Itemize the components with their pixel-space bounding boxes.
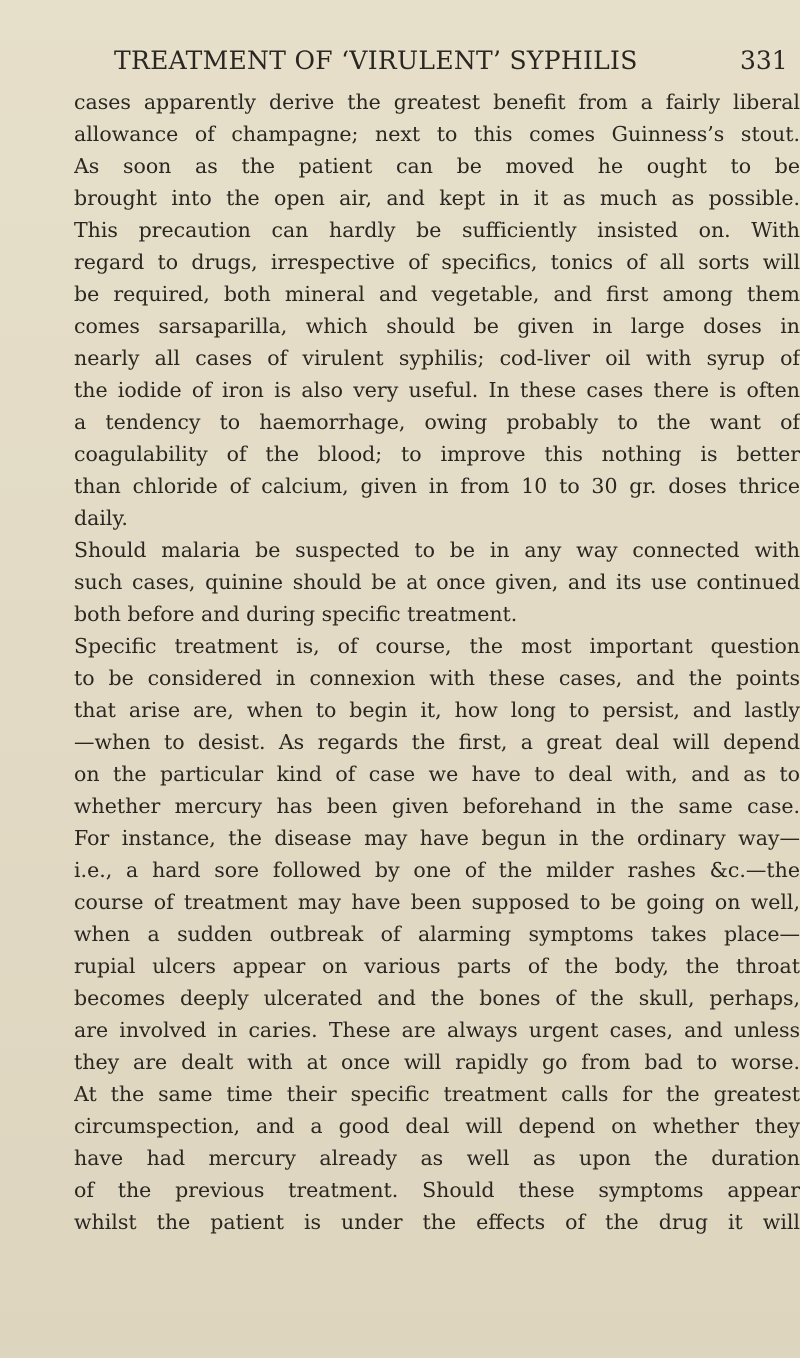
text-line: course of treatment may have been supposed to be going on well, xyxy=(74,890,800,914)
text-line: both before and during specific treatment. xyxy=(74,602,518,626)
text-line: coagulability of the blood; to improve this nothing is better xyxy=(74,442,800,466)
running-head-title: TREATMENT OF ‘VIRULENT’ SYPHILIS xyxy=(114,46,638,75)
text-line: have had mercury already as well as upon the duration xyxy=(74,1146,800,1170)
text-line: circumspection, and a good deal will depend on whether they xyxy=(74,1114,800,1138)
text-line: are involved in caries. These are always urgent cases, and unless xyxy=(74,1018,800,1042)
text-line: daily. xyxy=(74,506,128,530)
text-line: Specific treatment is, of course, the most important question xyxy=(74,634,800,658)
text-line: regard to drugs, irrespective of specifics, tonics of all sorts will xyxy=(74,250,800,274)
text-line: nearly all cases of virulent syphilis; cod-liver oil with syrup of xyxy=(74,346,800,370)
text-line: becomes deeply ulcerated and the bones of the skull, perhaps, xyxy=(74,986,800,1010)
text-line: whilst the patient is under the effects of the drug it will xyxy=(74,1210,800,1234)
text-line: This precaution can hardly be sufficiently insisted on. With xyxy=(74,218,800,242)
text-line: to be considered in connexion with these cases, and the points xyxy=(74,666,800,690)
text-line: such cases, quinine should be at once given, and its use continued xyxy=(74,570,800,594)
text-line: brought into the open air, and kept in it as much as possible. xyxy=(74,186,800,210)
text-line: be required, both mineral and vegetable, and first among them xyxy=(74,282,800,306)
text-line: on the particular kind of case we have to deal with, and as to xyxy=(74,762,800,786)
running-head xyxy=(74,46,800,80)
text-line: that arise are, when to begin it, how long to persist, and lastly xyxy=(74,698,800,722)
body-text xyxy=(74,86,800,1238)
text-line: allowance of champagne; next to this comes Guinness’s stout. xyxy=(74,122,800,146)
text-line: when a sudden outbreak of alarming symptoms takes place— xyxy=(74,922,800,946)
text-line: than chloride of calcium, given in from 10 to 30 gr. doses thrice xyxy=(74,474,800,498)
text-line: whether mercury has been given beforehand in the same case. xyxy=(74,794,800,818)
text-line: At the same time their specific treatment calls for the greatest xyxy=(74,1082,800,1106)
page-number: 331 xyxy=(740,46,788,75)
text-line: cases apparently derive the greatest benefit from a fairly liberal xyxy=(74,90,800,114)
text-line: comes sarsaparilla, which should be given in large doses in xyxy=(74,314,800,338)
text-line: of the previous treatment. Should these symptoms appear xyxy=(74,1178,800,1202)
text-line: rupial ulcers appear on various parts of the body, the throat xyxy=(74,954,800,978)
text-line: —when to desist. As regards the first, a great deal will depend xyxy=(74,730,800,754)
text-line: they are dealt with at once will rapidly go from bad to worse. xyxy=(74,1050,800,1074)
text-line: Should malaria be suspected to be in any way connected with xyxy=(74,538,800,562)
text-line: For instance, the disease may have begun in the ordinary way— xyxy=(74,826,800,850)
text-line: As soon as the patient can be moved he ought to be xyxy=(74,154,800,178)
text-line: a tendency to haemorrhage, owing probably to the want of xyxy=(74,410,800,434)
text-line: i.e., a hard sore followed by one of the milder rashes &c.—the xyxy=(74,858,800,882)
text-line: the iodide of iron is also very useful. In these cases there is often xyxy=(74,378,800,402)
